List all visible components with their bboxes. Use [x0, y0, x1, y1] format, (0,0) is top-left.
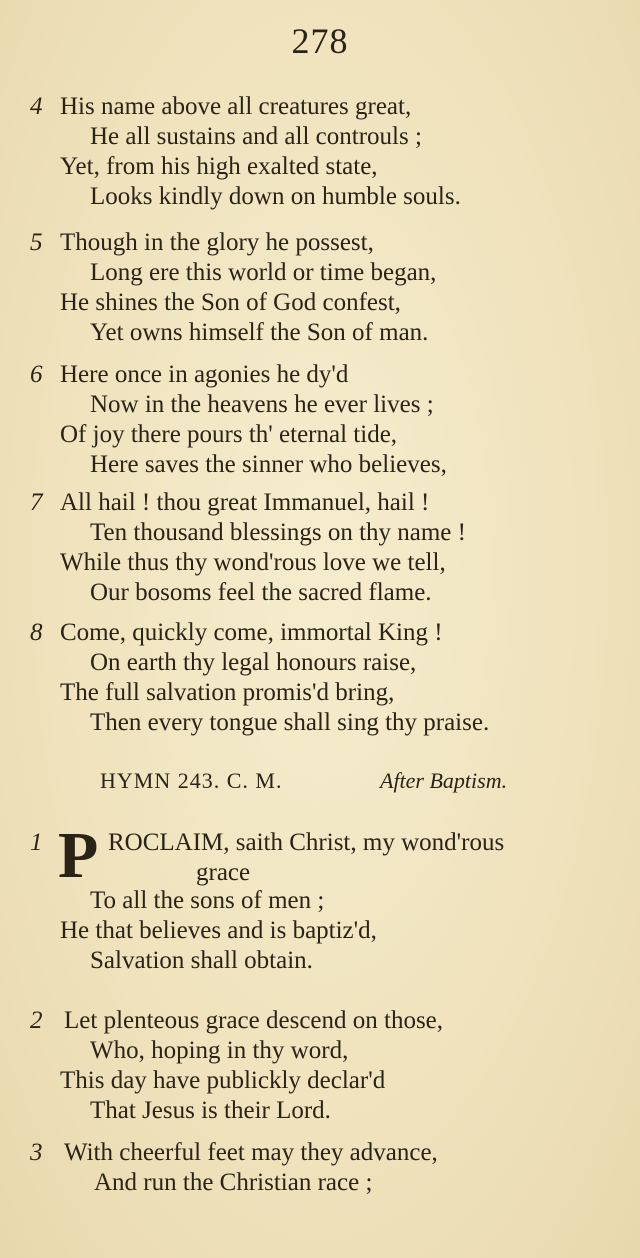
verse-line: He that believes and is baptiz'd, — [60, 917, 377, 944]
verse-line: Yet owns himself the Son of man. — [90, 319, 429, 346]
verse-line: Let plenteous grace descend on those, — [64, 1007, 444, 1034]
verse-line: That Jesus is their Lord. — [90, 1097, 331, 1124]
verse-line: And run the Christian race ; — [94, 1169, 373, 1196]
verse-line: Looks kindly down on humble souls. — [90, 183, 461, 210]
verse-line: With cheerful feet may they advance, — [64, 1139, 438, 1166]
verse-line: All hail ! thou great Immanuel, hail ! — [60, 489, 430, 516]
verse-line: Our bosoms feel the sacred flame. — [90, 579, 432, 606]
verse-number: 2 — [30, 1007, 43, 1034]
verse-line: This day have publickly declar'd — [60, 1067, 386, 1094]
verse-line: Then every tongue shall sing thy praise. — [90, 709, 490, 736]
page-number: 278 — [291, 21, 349, 61]
verse-line: To all the sons of men ; — [90, 887, 325, 914]
verse-line: He shines the Son of God confest, — [60, 289, 401, 316]
verse-line: Now in the heavens he ever lives ; — [90, 391, 434, 418]
verse-line: On earth thy legal honours raise, — [90, 649, 417, 676]
verse-line: He all sustains and all controuls ; — [90, 123, 422, 150]
verse-line: Of joy there pours th' eternal tide, — [60, 421, 398, 448]
verse-line: The full salvation promis'd bring, — [60, 679, 395, 706]
verse-line: ROCLAIM, saith Christ, my wond'rous — [108, 829, 505, 856]
verse-line: grace — [196, 859, 251, 886]
verse-line: Salvation shall obtain. — [90, 947, 313, 974]
hymn-subtitle: After Baptism. — [380, 768, 508, 793]
verse-line: Yet, from his high exalted state, — [60, 153, 378, 180]
verse-line: His name above all creatures great, — [60, 93, 412, 120]
verse-line: Long ere this world or time began, — [90, 259, 437, 286]
verse-number: 4 — [30, 93, 43, 120]
verse-line: Who, hoping in thy word, — [90, 1037, 349, 1064]
verse-number: 1 — [30, 829, 43, 856]
verse-line: Ten thousand blessings on thy name ! — [90, 519, 466, 546]
verse-number: 5 — [30, 229, 43, 256]
verse-line: Here once in agonies he dy'd — [60, 361, 349, 388]
drop-cap: P — [58, 819, 99, 892]
verse-line: Come, quickly come, immortal King ! — [60, 619, 443, 646]
verse-line: While thus thy wond'rous love we tell, — [60, 549, 446, 576]
verse-line: Though in the glory he possest, — [60, 229, 374, 256]
verse-number: 7 — [30, 489, 43, 516]
hymn-title: HYMN 243. C. M. — [100, 768, 283, 793]
verse-number: 6 — [30, 361, 43, 388]
verse-number: 8 — [30, 619, 43, 646]
verse-number: 3 — [30, 1139, 43, 1166]
verse-line: Here saves the sinner who believes, — [90, 451, 447, 478]
